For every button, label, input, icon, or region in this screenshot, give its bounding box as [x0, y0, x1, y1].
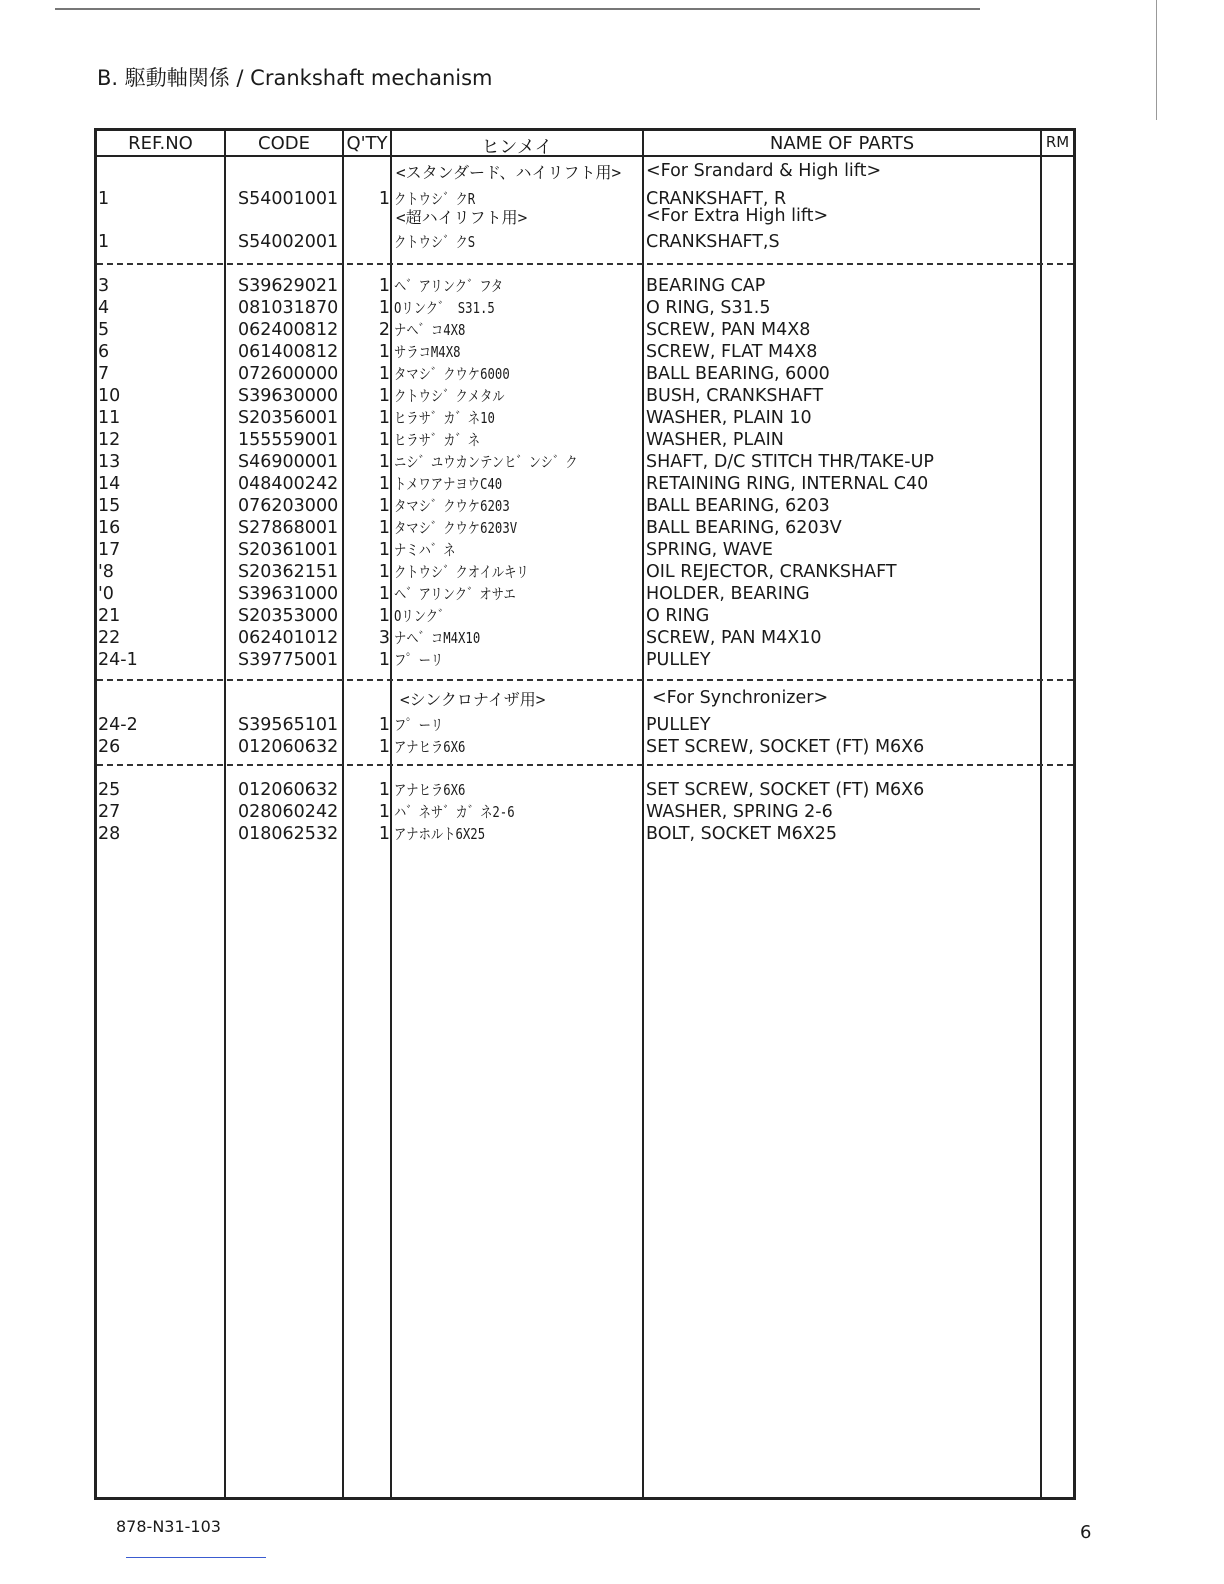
ref-no: 17: [98, 540, 121, 560]
part-name: HOLDER, BEARING: [646, 584, 810, 604]
quantity: 1: [378, 408, 390, 428]
ref-no: 22: [98, 628, 121, 648]
kana-name: Oリンク゛ S31.5: [394, 299, 495, 317]
part-code: S20356001: [238, 408, 339, 428]
group-separator: [97, 679, 1073, 681]
part-code: S20361001: [238, 540, 339, 560]
quantity: 1: [378, 276, 390, 296]
quantity: 3: [378, 628, 390, 648]
quantity: 1: [378, 474, 390, 494]
ref-no: 21: [98, 606, 121, 626]
ref-no: 11: [98, 408, 121, 428]
ref-no: 3: [98, 276, 110, 296]
scan-right-edge: [1156, 0, 1157, 120]
header-ref: REF.NO: [128, 133, 193, 154]
part-code: S39630000: [238, 386, 339, 406]
group-separator: [97, 764, 1073, 766]
quantity: 1: [378, 518, 390, 538]
ref-no: 13: [98, 452, 121, 472]
kana-name: ナヘ゛コ4X8: [394, 321, 466, 339]
quantity: 1: [378, 364, 390, 384]
part-name: BALL BEARING, 6000: [646, 364, 830, 384]
quantity: 1: [378, 386, 390, 406]
group-label-name: <For Synchronizer>: [652, 688, 829, 708]
part-name: SET SCREW, SOCKET (FT) M6X6: [646, 780, 925, 800]
part-name: BALL BEARING, 6203: [646, 496, 830, 516]
kana-name: アナヒラ6X6: [394, 738, 466, 756]
quantity: 1: [378, 715, 390, 735]
kana-name: ナヘ゛コM4X10: [394, 629, 481, 647]
part-name: SCREW, PAN M4X10: [646, 628, 822, 648]
ref-no: 6: [98, 342, 110, 362]
col-divider-qty: [390, 128, 392, 1500]
quantity: 1: [378, 562, 390, 582]
part-code: S54002001: [238, 232, 339, 252]
part-code: S46900001: [238, 452, 339, 472]
kana-name: ヘ゛アリンク゛フタ: [394, 277, 504, 295]
kana-name: アナヒラ6X6: [394, 781, 466, 799]
part-name: WASHER, PLAIN: [646, 430, 784, 450]
ref-no: 5: [98, 320, 110, 340]
header-code: CODE: [258, 133, 310, 154]
kana-name: ヘ゛アリンク゛オサエ: [394, 585, 516, 603]
part-code: 076203000: [238, 496, 339, 516]
part-code: S20353000: [238, 606, 339, 626]
part-code: S39775001: [238, 650, 339, 670]
kana-name: ナミハ゛ネ: [394, 541, 456, 559]
ref-no: 10: [98, 386, 121, 406]
kana-name: クトウシ゛クS: [394, 233, 476, 251]
part-name: CRANKSHAFT, R: [646, 189, 787, 209]
part-code: 012060632: [238, 737, 339, 757]
group-label-kana: <スタンダード、ハイリフト用>: [396, 163, 622, 182]
kana-name: ヒラサ゛カ゛ネ10: [394, 409, 495, 427]
part-code: 081031870: [238, 298, 339, 318]
col-divider-kana: [642, 128, 644, 1500]
part-name: SCREW, FLAT M4X8: [646, 342, 818, 362]
part-code: S20362151: [238, 562, 339, 582]
footer-underline: [126, 1557, 266, 1558]
part-name: BOLT, SOCKET M6X25: [646, 824, 838, 844]
part-code: 062400812: [238, 320, 339, 340]
part-name: PULLEY: [646, 715, 711, 735]
document-code: 878-N31-103: [116, 1517, 221, 1536]
col-divider-ref: [224, 128, 226, 1500]
quantity: 1: [378, 452, 390, 472]
kana-name: Oリンク゛: [394, 607, 451, 625]
part-name: OIL REJECTOR, CRANKSHAFT: [646, 562, 897, 582]
kana-name: サラコM4X8: [394, 343, 461, 361]
col-divider-code: [342, 128, 344, 1500]
quantity: 1: [378, 430, 390, 450]
part-code: S27868001: [238, 518, 339, 538]
part-code: S39631000: [238, 584, 339, 604]
part-code: 062401012: [238, 628, 339, 648]
group-label-name: <For Srandard & High lift>: [646, 161, 882, 181]
ref-no: 1: [98, 189, 110, 209]
kana-name: トメワアナヨウC40: [394, 475, 503, 493]
part-code: 155559001: [238, 430, 339, 450]
ref-no: 16: [98, 518, 121, 538]
ref-no: 25: [98, 780, 121, 800]
part-code: 018062532: [238, 824, 339, 844]
ref-no: 24-2: [98, 715, 138, 735]
part-name: CRANKSHAFT,S: [646, 232, 780, 252]
part-code: 028060242: [238, 802, 339, 822]
part-name: SCREW, PAN M4X8: [646, 320, 811, 340]
part-code: S39565101: [238, 715, 339, 735]
part-code: 072600000: [238, 364, 339, 384]
quantity: 1: [378, 606, 390, 626]
part-name: BEARING CAP: [646, 276, 766, 296]
ref-no: '0: [98, 584, 114, 604]
part-name: SET SCREW, SOCKET (FT) M6X6: [646, 737, 925, 757]
quantity: 1: [378, 540, 390, 560]
quantity: 1: [378, 298, 390, 318]
part-code: 048400242: [238, 474, 339, 494]
scan-top-edge: [55, 8, 980, 10]
part-name: WASHER, PLAIN 10: [646, 408, 812, 428]
quantity: 1: [378, 496, 390, 516]
part-name: O RING, S31.5: [646, 298, 771, 318]
kana-name: ハ゛ネサ゛カ゛ネ2-6: [394, 803, 515, 821]
header-rm: RM: [1045, 133, 1070, 151]
quantity: 1: [378, 189, 390, 209]
header-kana: ヒンメイ: [481, 137, 553, 158]
kana-name: ニシ゛ユウカンテンヒ゛ンシ゛ク: [394, 453, 578, 471]
part-code: S39629021: [238, 276, 339, 296]
kana-name: タマシ゛クウケ6203: [394, 497, 510, 515]
kana-name: フ゜ーリ: [394, 716, 444, 734]
quantity: 1: [378, 802, 390, 822]
ref-no: '8: [98, 562, 114, 582]
group-label-kana: <超ハイリフト用>: [396, 208, 528, 227]
part-name: BUSH, CRANKSHAFT: [646, 386, 824, 406]
part-name: PULLEY: [646, 650, 711, 670]
ref-no: 4: [98, 298, 110, 318]
kana-name: アナホルト6X25: [394, 825, 486, 843]
kana-name: タマシ゛クウケ6203V: [394, 519, 518, 537]
quantity: 1: [378, 342, 390, 362]
ref-no: 28: [98, 824, 121, 844]
part-code: S54001001: [238, 189, 339, 209]
group-label-kana: <シンクロナイザ用>: [400, 690, 546, 709]
ref-no: 27: [98, 802, 121, 822]
quantity: 2: [378, 320, 390, 340]
quantity: 1: [378, 780, 390, 800]
header-qty: Q'TY: [346, 133, 388, 154]
quantity: 1: [378, 650, 390, 670]
ref-no: 7: [98, 364, 110, 384]
ref-no: 14: [98, 474, 121, 494]
kana-name: クトウシ゛クR: [394, 190, 476, 208]
quantity: 1: [378, 584, 390, 604]
part-name: WASHER, SPRING 2-6: [646, 802, 833, 822]
page-title: B. 駆動軸関係 / Crankshaft mechanism: [97, 66, 493, 90]
part-name: O RING: [646, 606, 710, 626]
kana-name: フ゜ーリ: [394, 651, 444, 669]
kana-name: クトウシ゛クオイルキリ: [394, 563, 529, 581]
group-label-name: <For Extra High lift>: [646, 206, 829, 226]
col-divider-name: [1040, 128, 1042, 1500]
ref-no: 1: [98, 232, 110, 252]
kana-name: タマシ゛クウケ6000: [394, 365, 510, 383]
group-separator: [97, 263, 1073, 265]
part-name: SPRING, WAVE: [646, 540, 773, 560]
ref-no: 26: [98, 737, 121, 757]
quantity: 1: [378, 824, 390, 844]
part-name: SHAFT, D/C STITCH THR/TAKE-UP: [646, 452, 934, 472]
ref-no: 24-1: [98, 650, 138, 670]
kana-name: ヒラサ゛カ゛ネ: [394, 431, 481, 449]
ref-no: 12: [98, 430, 121, 450]
part-code: 061400812: [238, 342, 339, 362]
part-name: BALL BEARING, 6203V: [646, 518, 842, 538]
header-name: NAME OF PARTS: [769, 133, 915, 154]
ref-no: 15: [98, 496, 121, 516]
page-number: 6: [1080, 1522, 1092, 1543]
kana-name: クトウシ゛クメタル: [394, 387, 505, 405]
part-code: 012060632: [238, 780, 339, 800]
part-name: RETAINING RING, INTERNAL C40: [646, 474, 929, 494]
quantity: 1: [378, 737, 390, 757]
